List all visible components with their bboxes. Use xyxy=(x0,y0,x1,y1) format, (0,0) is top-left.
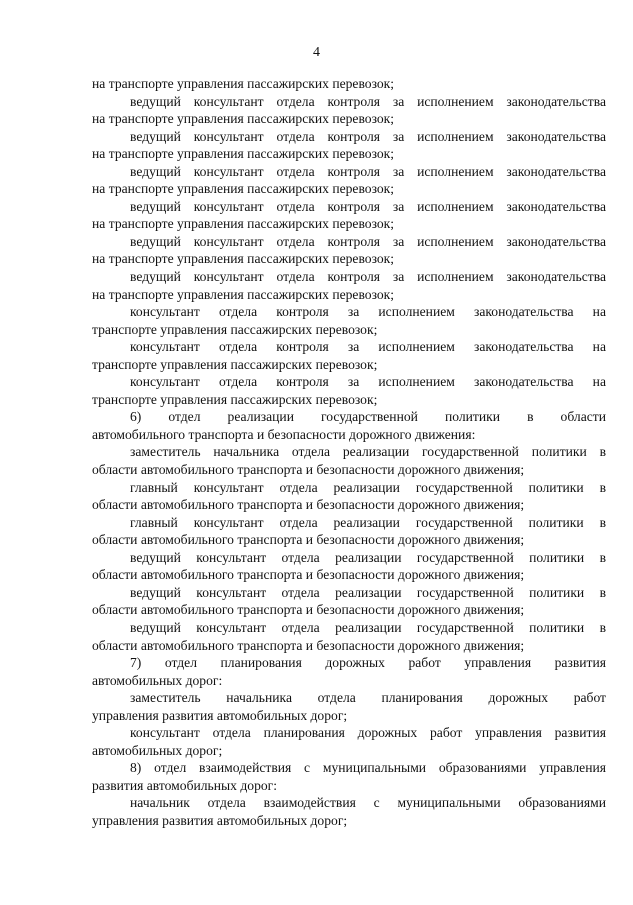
text-line: главный консультант отдела реализации государственной политики в xyxy=(130,514,606,530)
text-line: на транспорте управления пассажирских перевозок; xyxy=(92,181,395,197)
text-line: 6) отдел реализации государственной политики в области xyxy=(130,409,606,425)
text-line: заместитель начальника отдела планирования дорожных работ xyxy=(130,690,606,706)
text-line: автомобильных дорог; xyxy=(92,742,223,758)
text-line: области автомобильного транспорта и безопасности дорожного движения; xyxy=(92,532,525,548)
paragraph xyxy=(92,584,606,619)
paragraph xyxy=(92,233,606,268)
text-line: транспорте управления пассажирских перевозок; xyxy=(92,321,378,337)
paragraph xyxy=(92,443,606,478)
paragraph xyxy=(92,268,606,303)
paragraph xyxy=(92,479,606,514)
text-line: автомобильных дорог: xyxy=(92,672,223,688)
text-line: ведущий консультант отдела реализации государственной политики в xyxy=(130,584,606,600)
text-line: на транспорте управления пассажирских перевозок; xyxy=(92,76,395,91)
text-line: развития автомобильных дорог: xyxy=(92,777,278,793)
text-line: области автомобильного транспорта и безопасности дорожного движения; xyxy=(92,462,525,478)
text-line: главный консультант отдела реализации государственной политики в xyxy=(130,479,606,495)
paragraph xyxy=(92,549,606,584)
paragraph xyxy=(92,794,606,829)
paragraph xyxy=(92,198,606,233)
paragraph xyxy=(92,75,606,93)
text-line: ведущий консультант отдела контроля за исполнением законодательства xyxy=(130,233,606,249)
paragraph xyxy=(92,303,606,338)
text-line: консультант отдела контроля за исполнением законодательства на xyxy=(130,339,606,355)
text-line: консультант отдела контроля за исполнением законодательства на xyxy=(130,304,606,320)
text-line: на транспорте управления пассажирских перевозок; xyxy=(92,111,395,127)
text-line: управления развития автомобильных дорог; xyxy=(92,812,348,828)
text-line: 8) отдел взаимодействия с муниципальными образованиями управления xyxy=(130,760,606,776)
text-line: ведущий консультант отдела контроля за исполнением законодательства xyxy=(130,128,606,144)
paragraph xyxy=(92,689,606,724)
text-line: ведущий консультант отдела контроля за исполнением законодательства xyxy=(130,93,606,109)
paragraph xyxy=(92,338,606,373)
text-line: консультант отдела контроля за исполнением законодательства на xyxy=(130,374,606,390)
document-body xyxy=(92,75,606,830)
paragraph xyxy=(92,619,606,654)
text-line: на транспорте управления пассажирских перевозок; xyxy=(92,146,395,162)
text-line: области автомобильного транспорта и безопасности дорожного движения; xyxy=(92,497,525,513)
text-line: управления развития автомобильных дорог; xyxy=(92,707,348,723)
paragraph xyxy=(92,93,606,128)
paragraph xyxy=(92,373,606,408)
paragraph xyxy=(92,724,606,759)
text-line: транспорте управления пассажирских перевозок; xyxy=(92,356,378,372)
text-line: транспорте управления пассажирских перевозок; xyxy=(92,391,378,407)
text-line: области автомобильного транспорта и безопасности дорожного движения; xyxy=(92,602,525,618)
text-line: ведущий консультант отдела контроля за исполнением законодательства xyxy=(130,163,606,179)
text-line: ведущий консультант отдела контроля за исполнением законодательства xyxy=(130,269,606,285)
text-line: на транспорте управления пассажирских перевозок; xyxy=(92,251,395,267)
text-line: автомобильного транспорта и безопасности дорожного движения: xyxy=(92,426,476,442)
text-line: ведущий консультант отдела контроля за исполнением законодательства xyxy=(130,198,606,214)
text-line: области автомобильного транспорта и безопасности дорожного движения; xyxy=(92,567,525,583)
text-line: на транспорте управления пассажирских перевозок; xyxy=(92,286,395,302)
paragraph xyxy=(92,514,606,549)
paragraph xyxy=(92,654,606,689)
text-line: заместитель начальника отдела реализации государственной политики в xyxy=(130,444,606,460)
text-line: на транспорте управления пассажирских перевозок; xyxy=(92,216,395,232)
text-line: ведущий консультант отдела реализации государственной политики в xyxy=(130,619,606,635)
text-line: консультант отдела планирования дорожных работ управления развития xyxy=(130,725,606,741)
text-line: начальник отдела взаимодействия с муниципальными образованиями xyxy=(130,795,606,811)
text-line: 7) отдел планирования дорожных работ управления развития xyxy=(130,655,606,671)
page-number: 4 xyxy=(313,45,320,60)
paragraph xyxy=(92,408,606,443)
text-line: ведущий консультант отдела реализации государственной политики в xyxy=(130,549,606,565)
text-line: области автомобильного транспорта и безопасности дорожного движения; xyxy=(92,637,525,653)
paragraph xyxy=(92,128,606,163)
paragraph xyxy=(92,163,606,198)
paragraph xyxy=(92,759,606,794)
